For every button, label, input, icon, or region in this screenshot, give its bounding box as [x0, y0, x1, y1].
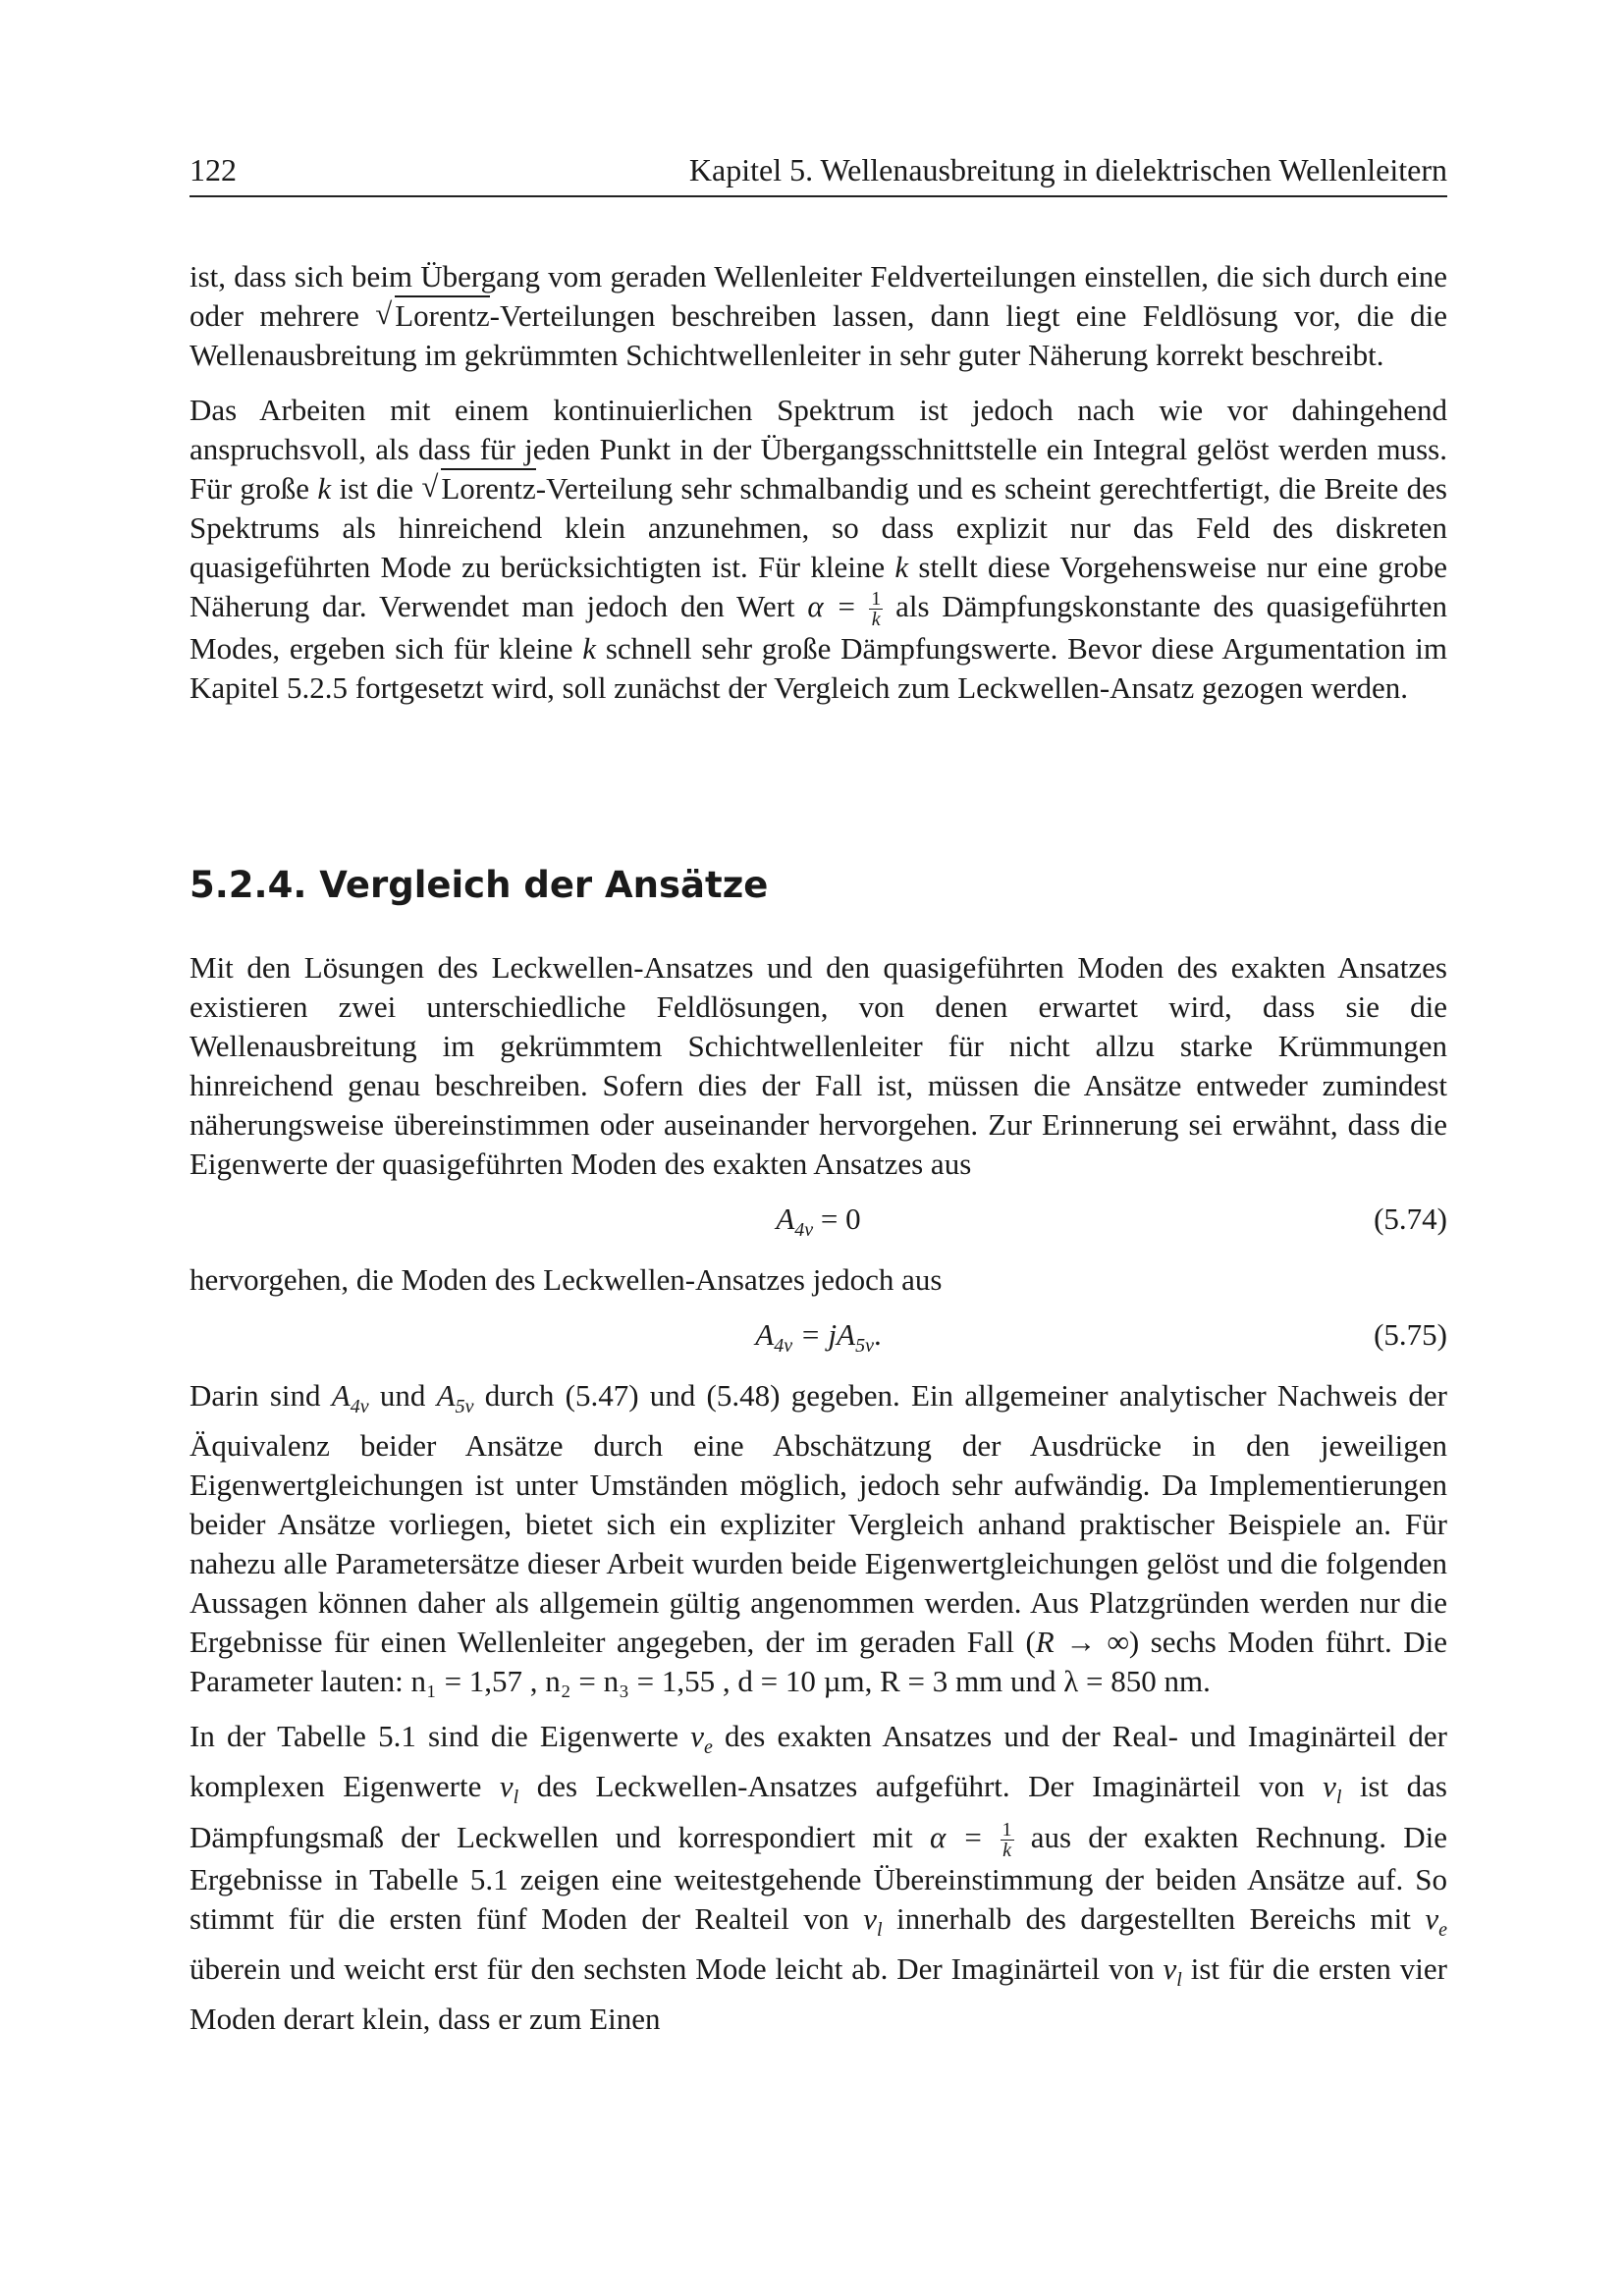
paragraph-4: hervorgehen, die Moden des Leckwellen-Ansatzes jedoch aus	[189, 1262, 943, 1297]
equation-5-75: $A_{4\nu} = jA_{5\nu}$. (5.75)	[755, 1317, 1447, 1358]
paragraph-3: Mit den Lösungen des Leckwellen-Ansatzes und den quasigeführten Moden des exakten Ansatzes existieren zwei unterschiedliche Feldlösungen, von denen erwartet wird, dass sie die Wellenausbreitung im gekrümmtem Schichtwellenleiter für nicht allzu starke Krümmungen hinreichend genau beschreiben. Sofern dies der Fall ist, müssen die Ansätze entweder zumindest näherungsweise übereinstimmen oder auseinander hervorgehen. Zur Erinnerung sei erwähnt, dass die Eigenwerte der quasigeführten Moden des exakten Ansatzes aus	[189, 950, 1447, 1181]
fraction: $\frac{1}{k}$	[1001, 1818, 1012, 1861]
equation-number: (5.74)	[1374, 1201, 1447, 1236]
paragraph-6: In der Tabelle 5.1 sind die Eigenwerte $\nu_e$ des exakten Ansatzes und der Real- und Imaginärteil der komplexen Eigenwerte $\nu_l$ des Leckwellen-Ansatzes aufgeführt. Der Imaginärteil von $\nu_l$ ist das Dämpfungsmaß der Leckwellen und korrespondiert mit α = $\frac{1}{k}$ aus der exakten Rechnung. Die Ergebnisse in Tabelle 5.1 zeigen eine weitestgehende Übereinstimmung der beiden Ansätze auf. So stimmt für die ersten fünf Moden der Realteil von $\nu_l$ innerhalb des dargestellten Bereichs mit $\nu_e$ überein und weicht erst für den sechsten Mode leicht ab. Der Imaginärteil von $\nu_l$ ist für die ersten vier Moden derart klein, dass er zum Einen	[189, 1719, 1448, 2037]
paragraph-5: Darin sind $A_{4\nu}$ und $A_{5\nu}$ durch (5.47) und (5.48) gegeben. Ein allgemeiner analytischer Nachweis der Äquivalenz beider Ansätze durch eine Abschätzung der Ausdrücke in den jeweiligen Eigenwertgleichungen ist unter Umständen möglich, jedoch sehr aufwändig. Da Implementierungen beider Ansätze vorliegen, bietet sich ein expliziter Vergleich anhand praktischer Beispiele an. Für nahezu alle Parametersätze dieser Arbeit wurden beide Eigenwertgleichungen gelöst und die folgenden Aussagen können daher als allgemein gültig angenommen werden. Aus Platzgründen werden nur die Ergebnisse für einen Wellenleiter angegeben, der im geraden Fall (R → ∞) sechs Moden führt. Die Parameter lauten: n₁ = 1,57 , n₂ = n₃ = 1,55 , d = 10 µm, R = 3 mm und λ = 850 nm.	[189, 1378, 1448, 1699]
fraction: $\frac{1}{k}$	[871, 588, 882, 631]
paragraph-1: ist, dass sich beim Übergang vom geraden Wellenleiter Feldverteilungen einstellen, die sich durch eine oder mehrere √ Lorentz-Verteilungen beschreiben lassen, dann liegt eine Feldlösung vor, die die Wellenausbreitung im gekrümmten Schichtwellenleiter in sehr guter Näherung korrekt beschreibt.	[189, 257, 1447, 375]
chapter-title: Kapitel 5. Wellenausbreitung in dielektrischen Wellenleitern	[688, 152, 1447, 187]
sqrt-symbol: √ Lorentz	[375, 296, 489, 336]
paragraph-2: Das Arbeiten mit einem kontinuierlichen Spektrum ist jedoch nach wie vor dahingehend anspruchsvoll, als dass für jeden Punkt in der Übergangsschnittstelle ein Integral gelöst werden muss. Für große k ist die √ Lorentz-Verteilung sehr schmalbandig und es scheint gerechtfertigt, die Breite des Spektrums als hinreichend klein anzunehmen, so dass explizit nur das Feld des diskreten quasigeführten Mode zu berücksichtigten ist. Für kleine k stellt diese Vorgehensweise nur eine grobe Näherung dar. Verwendet man jedoch den Wert α = $\frac{1}{k}$ als Dämpfungskonstante des quasigeführten Modes, ergeben sich für kleine k schnell sehr große Dämpfungswerte. Bevor diese Argumentation im Kapitel 5.2.5 fortgesetzt wird, soll zunächst der Vergleich zum Leckwellen-Ansatz gezogen werden.	[189, 391, 1447, 708]
page-number: 122	[189, 152, 237, 187]
section-heading: 5.2.4. Vergleich der Ansätze	[189, 864, 769, 906]
body-lower	[189, 948, 1447, 2055]
sqrt-symbol: √ Lorentz	[421, 469, 535, 508]
body-upper	[189, 257, 1447, 723]
equation-number: (5.75)	[1374, 1317, 1447, 1352]
running-header	[189, 152, 1447, 197]
equation-5-74: $A_{4\nu} = 0$ (5.74)	[776, 1201, 1447, 1242]
